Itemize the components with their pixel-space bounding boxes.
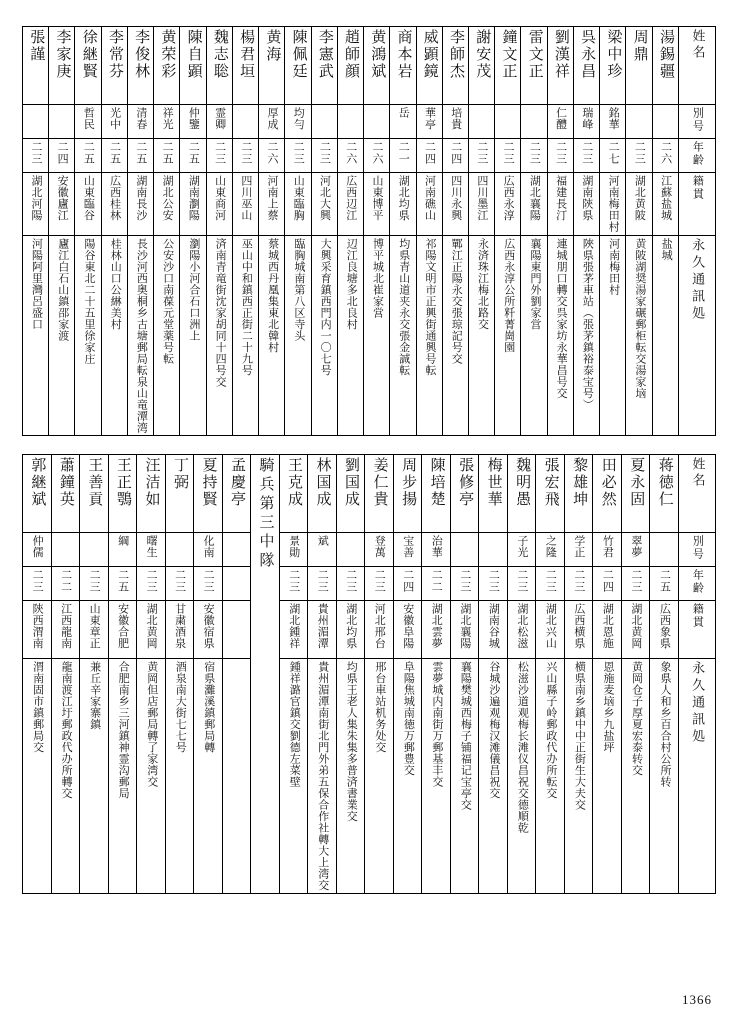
- cell-alias-3: 光中: [101, 105, 127, 139]
- table-row-age: [23, 139, 716, 173]
- row-label-name: 姓名: [679, 455, 716, 533]
- cell-name-12: [337, 27, 363, 105]
- cell-name-8: [232, 27, 258, 105]
- cell-alias-24: [652, 105, 678, 139]
- table-row-origin: [23, 173, 716, 236]
- cell-address-4: 黄岡但店郵局轉了家湾交: [137, 659, 166, 894]
- table-row-name: [23, 27, 716, 105]
- name-text: 黄荣彩: [159, 29, 176, 80]
- cell-address-5: 酒泉南大街七七号: [165, 659, 194, 894]
- cell-address-20: 恩施麦垴乡九盐坪: [593, 659, 622, 894]
- row-label-alias: 別号: [679, 533, 716, 567]
- cell-address-14: 雲夢城内南街万郵基丰交: [422, 659, 451, 894]
- cell-origin-4: 湖南長沙: [127, 173, 153, 236]
- cell-age-4: 二五: [127, 139, 153, 173]
- cell-alias-20: 竹君: [593, 533, 622, 567]
- name-text: 李家庚: [54, 29, 71, 80]
- cell-age-18: 二三: [495, 139, 521, 173]
- cell-alias-22: 銘華: [600, 105, 626, 139]
- row-label-address: 永久通訊処: [679, 235, 716, 436]
- cell-address-10: 貴州湄潭南街北門外弟五保合作社轉大上湾交: [308, 659, 337, 894]
- cell-age-15: 二三: [450, 567, 479, 601]
- cell-origin-5: 湖北公安: [154, 173, 180, 236]
- cell-age-1: 二四: [49, 139, 75, 173]
- cell-origin-18: 広西永淳: [495, 173, 521, 236]
- cell-alias-15: 華亭: [416, 105, 442, 139]
- cell-origin-11: 湖北均県: [336, 601, 365, 659]
- cell-address-17: 永済珠江梅北路交: [468, 235, 494, 436]
- cell-age-19: 二三: [521, 139, 547, 173]
- cell-age-2: 二三: [80, 567, 109, 601]
- page-number: 1366: [682, 992, 712, 1007]
- cell-name-9: [259, 27, 285, 105]
- cell-alias-11: [336, 533, 365, 567]
- cell-alias-16: 培貴: [442, 105, 468, 139]
- cell-name-20: [547, 27, 573, 105]
- cell-alias-19: [521, 105, 547, 139]
- cell-alias-21: 翠夢: [621, 533, 650, 567]
- roster-table-bottom: [22, 454, 716, 894]
- cell-name-4: 汪洁如: [137, 455, 166, 533]
- name-text: 謝安茂: [474, 29, 491, 80]
- cell-age-10: 二三: [308, 567, 337, 601]
- cell-address-1: 廬江白石山鎮邵家渡: [49, 235, 75, 436]
- cell-alias-0: 仲儒: [23, 533, 52, 567]
- cell-age-4: 二三: [137, 567, 166, 601]
- cell-address-2: 陽谷東北二十五里徐家庄: [75, 235, 101, 436]
- cell-age-15: 二四: [416, 139, 442, 173]
- cell-address-18: 兴山縣子岭郵政代办所転交: [536, 659, 565, 894]
- cell-name-2: [75, 27, 101, 105]
- cell-address-8: 巫山中和鎮西正街二十九号: [232, 235, 258, 436]
- cell-origin-18: 湖北兴山: [536, 601, 565, 659]
- table-row-alias: [23, 533, 716, 567]
- cell-address-7: [222, 659, 251, 894]
- cell-age-8: 二三: [232, 139, 258, 173]
- cell-origin-17: 四川墨江: [468, 173, 494, 236]
- table-row-alias: [23, 105, 716, 139]
- cell-age-22: 二七: [600, 139, 626, 173]
- name-text: 周鼎: [631, 29, 648, 63]
- cell-name-10: [285, 27, 311, 105]
- cell-address-9: 蔡城西丹凰集東北韓村: [259, 235, 285, 436]
- cell-name-23: [626, 27, 652, 105]
- name-text: 李常芬: [106, 29, 123, 80]
- cell-address-0: 渭南固市鎮郵局交: [23, 659, 52, 894]
- cell-alias-18: [495, 105, 521, 139]
- cell-alias-7: [222, 533, 251, 567]
- cell-origin-13: 安徽阜陽: [393, 601, 422, 659]
- cell-alias-20: 仁醴: [547, 105, 573, 139]
- cell-alias-0: [23, 105, 49, 139]
- cell-name-1: [49, 27, 75, 105]
- cell-alias-16: [479, 533, 508, 567]
- cell-origin-3: 広西桂林: [101, 173, 127, 236]
- cell-name-3: [101, 27, 127, 105]
- name-text: 李師杰: [447, 29, 464, 80]
- cell-alias-4: 清春: [127, 105, 153, 139]
- cell-origin-12: 河北邢台: [365, 601, 394, 659]
- cell-age-20: 二三: [547, 139, 573, 173]
- cell-age-23: 二三: [626, 139, 652, 173]
- cell-origin-15: 河南礁山: [416, 173, 442, 236]
- cell-address-12: 辺江良塘多北良村: [337, 235, 363, 436]
- cell-origin-23: 湖北黄陂: [626, 173, 652, 236]
- cell-age-21: 二三: [621, 567, 650, 601]
- cell-alias-9: 景勛: [279, 533, 308, 567]
- name-text: 魏志聡: [211, 29, 228, 80]
- cell-alias-2: [80, 533, 109, 567]
- cell-age-5: 二五: [154, 139, 180, 173]
- cell-address-20: 連城朋口轉交呉家坊永華昌号交: [547, 235, 573, 436]
- cell-address-3: 桂林山口公綝美村: [101, 235, 127, 436]
- cell-origin-0: 湖北河陽: [23, 173, 49, 236]
- cell-age-18: 二三: [536, 567, 565, 601]
- cell-name-19: 黎雄坤: [564, 455, 593, 533]
- cell-origin-11: 河北大興: [311, 173, 337, 236]
- cell-address-13: 阜陽焦城南徳万郵豊交: [393, 659, 422, 894]
- cell-alias-5: [165, 533, 194, 567]
- cell-address-6: 瀏陽小河合石口洲上: [180, 235, 206, 436]
- cell-address-0: 河陽阿里灣呂盛口: [23, 235, 49, 436]
- cell-name-17: [468, 27, 494, 105]
- cell-origin-22: 広西象県: [650, 601, 679, 659]
- cell-origin-21: 湖南陝県: [573, 173, 599, 236]
- table-gap: [22, 436, 716, 454]
- cell-alias-17: [468, 105, 494, 139]
- cell-name-5: 丁弼: [165, 455, 194, 533]
- cell-alias-23: [626, 105, 652, 139]
- cell-name-15: [416, 27, 442, 105]
- cell-address-11: 均県王老人集朱集多普済書業交: [336, 659, 365, 894]
- name-text: 陳自顕: [185, 29, 202, 80]
- cell-age-22: 二五: [650, 567, 679, 601]
- cell-name-17: 魏明愚: [507, 455, 536, 533]
- name-text: 黄鴻斌: [369, 29, 386, 80]
- cell-alias-8: [232, 105, 258, 139]
- row-label-age: 年齢: [679, 139, 716, 173]
- cell-alias-22: [650, 533, 679, 567]
- cell-age-0: 二三: [23, 567, 52, 601]
- unit-label-cell: 騎兵第三中隊: [251, 455, 280, 894]
- cell-age-11: 二三: [311, 139, 337, 173]
- cell-origin-24: 江蘇盐城: [652, 173, 678, 236]
- table-row-address: [23, 659, 716, 894]
- cell-alias-10: 均勻: [285, 105, 311, 139]
- cell-origin-2: 山東臨谷: [75, 173, 101, 236]
- cell-origin-19: 湖北襄陽: [521, 173, 547, 236]
- cell-age-3: 二五: [101, 139, 127, 173]
- cell-name-16: 梅世華: [479, 455, 508, 533]
- cell-address-14: 均県青山道夹永交張金誠転: [390, 235, 416, 436]
- cell-origin-19: 広西横県: [564, 601, 593, 659]
- cell-age-0: 二三: [23, 139, 49, 173]
- cell-alias-12: 登萬: [365, 533, 394, 567]
- cell-origin-7: [222, 601, 251, 659]
- row-label-alias: 別号: [679, 105, 716, 139]
- name-text: 劉漢祥: [552, 29, 569, 80]
- cell-name-21: 夏永固: [621, 455, 650, 533]
- cell-age-5: 二三: [165, 567, 194, 601]
- cell-alias-1: [49, 105, 75, 139]
- cell-age-12: 二六: [337, 139, 363, 173]
- cell-alias-2: 哲民: [75, 105, 101, 139]
- cell-address-12: 邢台車站机务处交: [365, 659, 394, 894]
- cell-age-7: [222, 567, 251, 601]
- cell-origin-10: 山東臨胸: [285, 173, 311, 236]
- cell-name-1: 蕭鐘英: [51, 455, 80, 533]
- cell-address-15: 祁陽文明市正興街通興号転: [416, 235, 442, 436]
- cell-name-12: 姜仁貴: [365, 455, 394, 533]
- cell-origin-14: 湖北均県: [390, 173, 416, 236]
- name-text: 陳佩廷: [290, 29, 307, 80]
- cell-name-18: 張宏飛: [536, 455, 565, 533]
- cell-age-21: 二三: [573, 139, 599, 173]
- cell-address-22: 象県人和乡百合村公所转: [650, 659, 679, 894]
- cell-age-14: 二二: [422, 567, 451, 601]
- cell-age-10: 二三: [285, 139, 311, 173]
- table-row-origin: [23, 601, 716, 659]
- cell-name-6: 夏持賢: [194, 455, 223, 533]
- cell-alias-21: 瑞峰: [573, 105, 599, 139]
- cell-address-23: 黄陂湖奨湯家碾郵柜転交湯家垴: [626, 235, 652, 436]
- cell-address-11: 大興采育鎮西門内一〇七号: [311, 235, 337, 436]
- cell-alias-7: 霊卿: [206, 105, 232, 139]
- cell-age-17: 二三: [468, 139, 494, 173]
- row-label-origin: 籍貫: [679, 173, 716, 236]
- cell-origin-6: 安徽宿県: [194, 601, 223, 659]
- cell-name-13: 周步揚: [393, 455, 422, 533]
- cell-alias-3: 綱: [108, 533, 137, 567]
- cell-origin-20: 湖北恩施: [593, 601, 622, 659]
- cell-address-13: 博平城北崔家営: [364, 235, 390, 436]
- cell-origin-1: 江西龍南: [51, 601, 80, 659]
- cell-age-13: 二六: [364, 139, 390, 173]
- row-label-origin: 籍貫: [679, 601, 716, 659]
- cell-age-7: 二三: [206, 139, 232, 173]
- cell-alias-13: [364, 105, 390, 139]
- cell-alias-9: 厚成: [259, 105, 285, 139]
- cell-alias-14: 岳: [390, 105, 416, 139]
- cell-origin-14: 湖北雲夢: [422, 601, 451, 659]
- cell-name-15: 張修亭: [450, 455, 479, 533]
- row-label-address: 永久通訊処: [679, 659, 716, 894]
- cell-name-7: 孟慶亭: [222, 455, 251, 533]
- cell-age-9: 二三: [279, 567, 308, 601]
- cell-address-24: 盐城: [652, 235, 678, 436]
- cell-name-14: [390, 27, 416, 105]
- cell-age-13: 二四: [393, 567, 422, 601]
- cell-name-11: [311, 27, 337, 105]
- cell-alias-15: [450, 533, 479, 567]
- cell-alias-17: 子光: [507, 533, 536, 567]
- cell-origin-4: 湖北黄岡: [137, 601, 166, 659]
- name-text: 徐継賢: [80, 29, 97, 80]
- name-text: 呉永昌: [579, 29, 596, 80]
- cell-name-22: [600, 27, 626, 105]
- cell-address-3: 合肥南乡三河鎮神霊沟郵局: [108, 659, 137, 894]
- cell-address-6: 宿県灘溪鎮郵局轉: [194, 659, 223, 894]
- cell-name-9: 王克成: [279, 455, 308, 533]
- cell-address-21: 陜県張茅車站（張茅鎮裕泰宝号）: [573, 235, 599, 436]
- cell-origin-12: 広西辺江: [337, 173, 363, 236]
- cell-origin-0: 陝西渭南: [23, 601, 52, 659]
- cell-address-19: 横県南乡鎮中中正街生大夫交: [564, 659, 593, 894]
- cell-origin-1: 安徽廬江: [49, 173, 75, 236]
- row-label-age: 年齢: [679, 567, 716, 601]
- cell-address-16: 鄲江正陽永交張琼記号交: [442, 235, 468, 436]
- cell-age-6: 二五: [180, 139, 206, 173]
- cell-address-18: 広西永淳公所粁菁崗園: [495, 235, 521, 436]
- cell-address-5: 公安沙口南葆元堂薬号転: [154, 235, 180, 436]
- cell-name-5: [154, 27, 180, 105]
- cell-origin-10: 貴州湄潭: [308, 601, 337, 659]
- cell-alias-12: [337, 105, 363, 139]
- cell-origin-16: 湖南谷城: [479, 601, 508, 659]
- name-text: 李俊林: [133, 29, 150, 80]
- cell-origin-6: 湖南瀏陽: [180, 173, 206, 236]
- cell-alias-5: 祥光: [154, 105, 180, 139]
- cell-origin-20: 福建長汀: [547, 173, 573, 236]
- cell-age-6: 二三: [194, 567, 223, 601]
- name-text: 梁中珍: [605, 29, 622, 80]
- cell-name-20: 田必然: [593, 455, 622, 533]
- cell-age-16: 二三: [479, 567, 508, 601]
- cell-address-22: 河南梅田村: [600, 235, 626, 436]
- cell-name-21: [573, 27, 599, 105]
- cell-name-4: [127, 27, 153, 105]
- cell-name-19: [521, 27, 547, 105]
- cell-alias-13: 宝善: [393, 533, 422, 567]
- cell-age-17: 二三: [507, 567, 536, 601]
- table-row-address: [23, 235, 716, 436]
- cell-name-3: 王正鶚: [108, 455, 137, 533]
- cell-origin-3: 安徽合肥: [108, 601, 137, 659]
- cell-address-16: 谷城沙遍观梅汉滩儀昌祝交: [479, 659, 508, 894]
- cell-alias-11: [311, 105, 337, 139]
- cell-origin-17: 湖北松滋: [507, 601, 536, 659]
- cell-address-4: 長沙河西奥桐乡古塘郵局転泉山竜潭湾: [127, 235, 153, 436]
- cell-origin-5: 甘粛酒泉: [165, 601, 194, 659]
- cell-origin-2: 山東章正: [80, 601, 109, 659]
- cell-origin-15: 湖北襄陽: [450, 601, 479, 659]
- cell-address-2: 兼丘辛家寨鎮: [80, 659, 109, 894]
- cell-origin-13: 山東博平: [364, 173, 390, 236]
- cell-name-11: 劉国成: [336, 455, 365, 533]
- row-label-name: 姓名: [679, 27, 716, 105]
- cell-origin-16: 四川永興: [442, 173, 468, 236]
- name-text: 商本岩: [395, 29, 412, 80]
- cell-name-7: [206, 27, 232, 105]
- cell-age-1: 二二: [51, 567, 80, 601]
- cell-age-19: 二三: [564, 567, 593, 601]
- cell-alias-14: 治華: [422, 533, 451, 567]
- cell-address-17: 松滋沙道观梅长滩仪昌祝交德順乾: [507, 659, 536, 894]
- cell-address-9: 鍾祥潞官鎮交劉德左菜壁: [279, 659, 308, 894]
- cell-name-16: [442, 27, 468, 105]
- cell-age-3: 二五: [108, 567, 137, 601]
- cell-age-16: 二四: [442, 139, 468, 173]
- roster-table-top: [22, 26, 716, 436]
- cell-age-24: 二六: [652, 139, 678, 173]
- cell-name-18: [495, 27, 521, 105]
- cell-name-0: 郭継斌: [23, 455, 52, 533]
- cell-name-10: 林国成: [308, 455, 337, 533]
- cell-age-11: 二三: [336, 567, 365, 601]
- cell-name-24: [652, 27, 678, 105]
- name-text: 楊君垣: [238, 29, 255, 80]
- name-text: 黄海: [264, 29, 281, 63]
- cell-address-10: 臨胸城南第八区寺头: [285, 235, 311, 436]
- cell-name-0: [23, 27, 49, 105]
- cell-name-6: [180, 27, 206, 105]
- cell-alias-18: 之隆: [536, 533, 565, 567]
- cell-alias-1: [51, 533, 80, 567]
- cell-origin-22: 河南梅田村: [600, 173, 626, 236]
- cell-address-15: 襄陽樊城西梅子铺福记宝亭交: [450, 659, 479, 894]
- cell-name-2: 王善貢: [80, 455, 109, 533]
- cell-alias-10: 斌: [308, 533, 337, 567]
- name-text: 鐘文正: [500, 29, 517, 80]
- name-text: 趙師顔: [343, 29, 360, 80]
- table-row-name: [23, 455, 716, 533]
- name-text: 李憲武: [316, 29, 333, 80]
- cell-origin-8: 四川巫山: [232, 173, 258, 236]
- name-text: 雷文正: [526, 29, 543, 80]
- cell-alias-6: 化南: [194, 533, 223, 567]
- cell-origin-9: 湖北鍾祥: [279, 601, 308, 659]
- cell-origin-21: 湖北黄岡: [621, 601, 650, 659]
- cell-age-12: 二三: [365, 567, 394, 601]
- cell-age-9: 二六: [259, 139, 285, 173]
- cell-origin-9: 河南上蔡: [259, 173, 285, 236]
- cell-name-22: 蒋徳仁: [650, 455, 679, 533]
- cell-age-20: 二四: [593, 567, 622, 601]
- cell-origin-7: 山東商河: [206, 173, 232, 236]
- cell-address-19: 襄陽東門外劉家営: [521, 235, 547, 436]
- cell-name-13: [364, 27, 390, 105]
- name-text: 湯錫疆: [657, 29, 674, 80]
- cell-age-14: 二一: [390, 139, 416, 173]
- cell-name-14: 陳培楚: [422, 455, 451, 533]
- cell-age-2: 二五: [75, 139, 101, 173]
- cell-alias-19: 学正: [564, 533, 593, 567]
- name-text: 張謹: [28, 29, 45, 63]
- cell-address-1: 龍南渡江圩郵政代办所轉交: [51, 659, 80, 894]
- cell-alias-4: 曙生: [137, 533, 166, 567]
- cell-address-21: 黄岡仓子厚夏宏泰转交: [621, 659, 650, 894]
- name-text: 威顕鏡: [421, 29, 438, 80]
- cell-address-7: 済南青竜街沈家胡同十四号交: [206, 235, 232, 436]
- cell-alias-6: 仲鑒: [180, 105, 206, 139]
- table-row-age: [23, 567, 716, 601]
